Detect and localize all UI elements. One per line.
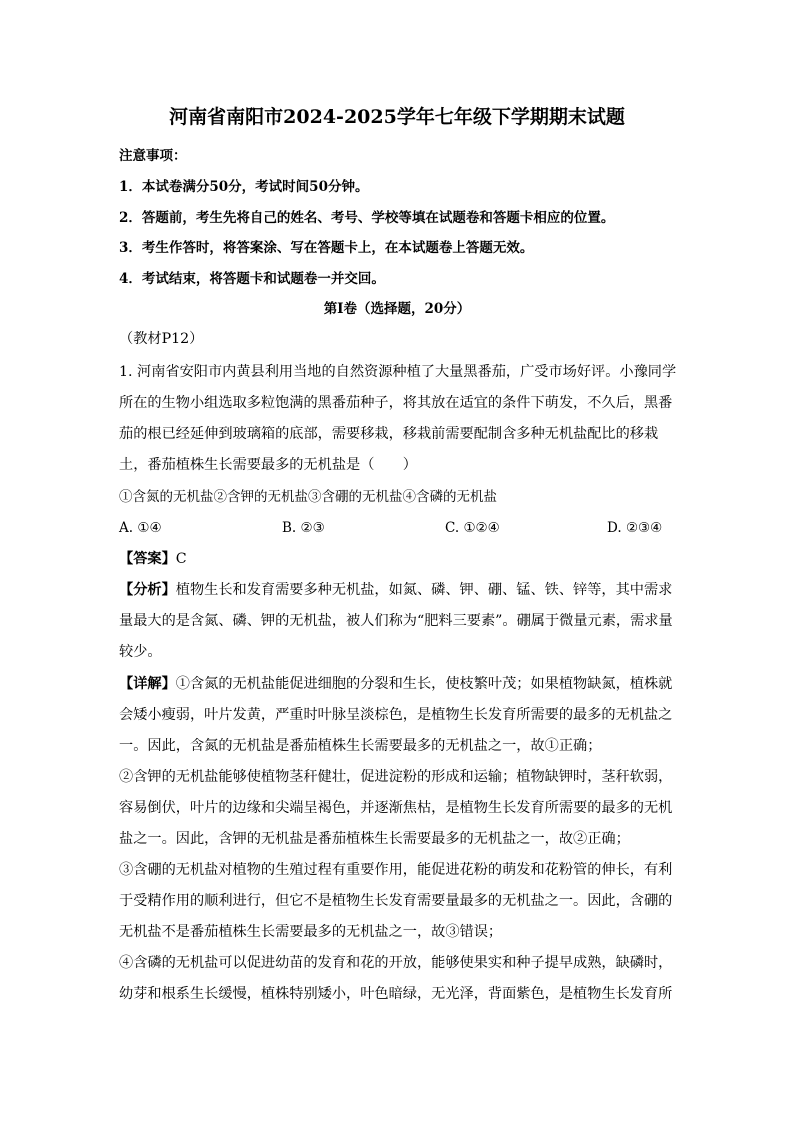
- detail-label: 【详解】: [119, 676, 176, 692]
- detail-line: ②含钾的无机盐能够使植物茎秆健壮，促进淀粉的形成和运输；植物缺钾时，茎秆软弱，: [119, 769, 673, 785]
- option-text: ①④: [137, 520, 162, 536]
- detail-line: 会矮小瘦弱，叶片发黄，严重时叶脉呈淡棕色，是植物生长发育所需要的最多的无机盐之: [119, 707, 673, 723]
- detail-line: 盐之一。因此，含钾的无机盐是番茄植株生长需要最多的无机盐之一，故②正确；: [119, 831, 630, 847]
- option-text: ②③: [300, 520, 325, 536]
- question-line: 土，番茄植株生长需要最多的无机盐是（ ）: [119, 457, 417, 473]
- notice-item-4: 4．考试结束，将答题卡和试题卷一并交回。: [119, 271, 385, 287]
- analysis-text: 植物生长和发育需要多种无机盐，如氮、磷、钾、硼、锰、铁、锌等，其中需求: [175, 582, 673, 598]
- question-line: 茄的根已经延伸到玻璃箱的底部，需要移栽，移栽前需要配制含多种无机盐配比的移栽: [119, 426, 659, 442]
- option-c: [445, 518, 500, 538]
- detail-line: 无机盐不是番茄植株生长需要最多的无机盐之一，故③错误；: [119, 924, 503, 940]
- notice-heading: 注意事项：: [119, 148, 187, 164]
- analysis-label: 【分析】: [119, 582, 176, 598]
- question-choices: ①含氮的无机盐②含钾的无机盐③含硼的无机盐④含磷的无机盐: [119, 489, 497, 505]
- answer-label: 【答案】: [119, 551, 176, 567]
- option-d: [607, 518, 662, 538]
- option-letter: C.: [445, 520, 460, 536]
- option-a: [119, 518, 162, 538]
- option-text: ①②④: [463, 520, 500, 536]
- question-line: 1. 河南省安阳市内黄县利用当地的自然资源种植了大量黑番茄，广受市场好评。小豫同学: [119, 364, 677, 380]
- detail-line: [119, 674, 675, 694]
- option-b: [282, 518, 325, 538]
- detail-line: 容易倒伏，叶片的边缘和尖端呈褐色，并逐渐焦枯，是植物生长发育所需要的最多的无机: [119, 800, 673, 816]
- option-text: ②③④: [625, 520, 663, 536]
- notice-item-1: 1．本试卷满分50分，考试时间50分钟。: [119, 179, 369, 195]
- question-line: 所在的生物小组选取多粒饱满的黑番茄种子，将其放在适宜的条件下萌发，不久后，黑番: [119, 395, 673, 411]
- detail-line: 一。因此，含氮的无机盐是番茄植株生长需要最多的无机盐之一，故①正确；: [119, 738, 602, 754]
- notice-item-2: 2．答题前，考生先将自己的姓名、考号、学校等填在试题卷和答题卡相应的位置。: [119, 210, 615, 226]
- detail-line: ③含硼的无机盐对植物的生殖过程有重要作用，能促进花粉的萌发和花粉管的伸长，有利: [119, 862, 673, 878]
- option-letter: B.: [282, 520, 297, 536]
- analysis-line: [119, 580, 675, 600]
- detail-line: 于受精作用的顺利进行，但它不是植物生长发育需要量最多的无机盐之一。因此，含硼的: [119, 893, 673, 909]
- section-heading: 第Ⅰ卷（选择题，20分）: [323, 301, 471, 317]
- analysis-line: 量最大的是含氮、磷、钾的无机盐，被人们称为“肥料三要素”。硼属于微量元素，需求量: [119, 613, 673, 629]
- option-letter: D.: [607, 520, 622, 536]
- detail-line: 幼芽和根系生长缓慢，植株特别矮小，叶色暗绿，无光泽，背面紫色，是植物生长发育所: [119, 986, 673, 1002]
- detail-line: ④含磷的无机盐可以促进幼苗的发育和花的开放，能够使果实和种子提早成熟，缺磷时，: [119, 955, 673, 971]
- source-note: （教材P12）: [119, 331, 204, 347]
- answer-value: C: [175, 551, 187, 567]
- detail-text: ①含氮的无机盐能促进细胞的分裂和生长，使枝繁叶茂；如果植物缺氮，植株就: [175, 676, 673, 692]
- notice-item-3: 3．考生作答时，将答案涂、写在答题卡上，在本试题卷上答题无效。: [119, 240, 534, 256]
- analysis-line: 较少。: [119, 644, 162, 660]
- answer-line: [119, 549, 675, 569]
- document-title: 河南省南阳市2024-2025学年七年级下学期期末试题: [169, 106, 625, 128]
- option-letter: A.: [119, 520, 134, 536]
